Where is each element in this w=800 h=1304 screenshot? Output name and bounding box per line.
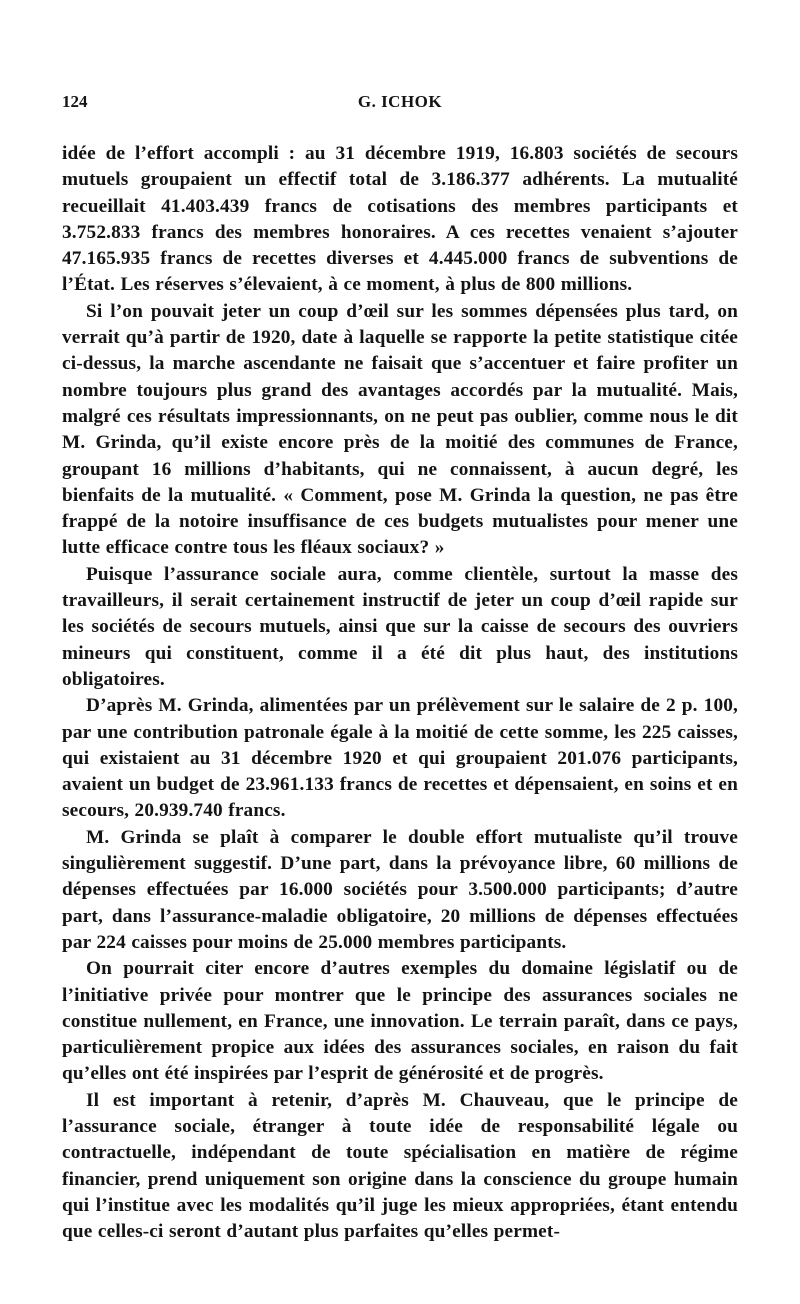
page-header (62, 92, 738, 116)
paragraph: Si l’on pouvait jeter un coup d’œil sur les sommes dépensées plus tard, on verrait qu’à partir de 1920, date à laquelle se rapporte la petite statistique citée ci-dessus, la marche ascendante ne faisait que s’accentuer et faire profiter un nombre toujours plus grand des avantages accordés par la mutualité. Mais, malgré ces résultats impressionnants, on ne peut pas oublier, comme nous le dit M. Grinda, qu’il existe encore près de la moitié des communes de France, groupant 16 millions d’habitants, qui ne connaissent, à aucun degré, les bienfaits de la mutualité. « Comment, pose M. Grinda la question, ne pas être frappé de la notoire insuffisance de ces budgets mutualistes pour mener une lutte efficace contre tous les fléaux sociaux? » (62, 300, 738, 559)
page-number: 124 (62, 92, 88, 111)
paragraph: Puisque l’assurance sociale aura, comme clientèle, surtout la masse des travailleurs, il serait certainement instructif de jeter un coup d’œil rapide sur les sociétés de secours mutuels, ainsi que sur la caisse de secours des ouvriers mineurs qui constituent, comme il a été dit plus haut, des institutions obligatoires. (62, 563, 738, 690)
paragraph: M. Grinda se plaît à comparer le double effort mutualiste qu’il trouve singulièrement suggestif. D’une part, dans la prévoyance libre, 60 millions de dépenses effectuées par 16.000 sociétés pour 3.500.000 participants; d’autre part, dans l’assurance-maladie obligatoire, 20 millions de dépenses effectuées par 224 caisses pour moins de 25.000 membres participants. (62, 826, 738, 953)
body-text (62, 141, 738, 1245)
paragraph: idée de l’effort accompli : au 31 décembre 1919, 16.803 sociétés de secours mutuels groupaient un effectif total de 3.186.377 adhérents. La mutualité recueillait 41.403.439 francs de cotisations des membres participants et 3.752.833 francs des membres honoraires. A ces recettes venaient s’ajouter 47.165.935 francs de recettes diverses et 4.445.000 francs de subventions de l’État. Les réserves s’élevaient, à ce moment, à plus de 800 millions. (62, 143, 738, 296)
running-head: G. ICHOK (357, 92, 443, 111)
paragraph: On pourrait citer encore d’autres exemples du domaine législatif ou de l’initiative privée pour montrer que le principe des assurances sociales ne constitue nullement, en France, une innovation. Le terrain paraît, dans ce pays, particulièrement propice aux idées des assurances sociales, en raison du fait qu’elles ont été inspirées par l’esprit de générosité et de progrès. (62, 958, 738, 1085)
paragraph: Il est important à retenir, d’après M. Chauveau, que le principe de l’assurance sociale, étranger à toute idée de responsabilité légale ou contractuelle, indépendant de toute spécialisation en matière de régime financier, prend uniquement son origine dans la conscience du groupe humain qui l’institue avec les modalités qu’il juge les mieux appropriées, étant entendu que celles-ci seront d’autant plus parfaites qu’elles permet- (62, 1089, 738, 1243)
paragraph: D’après M. Grinda, alimentées par un prélèvement sur le salaire de 2 p. 100, par une contribution patronale égale à la moitié de cette somme, les 225 caisses, qui existaient au 31 décembre 1920 et qui groupaient 201.076 participants, avaient un budget de 23.961.133 francs de recettes et dépensaient, en soins et en secours, 20.939.740 francs. (62, 695, 738, 822)
